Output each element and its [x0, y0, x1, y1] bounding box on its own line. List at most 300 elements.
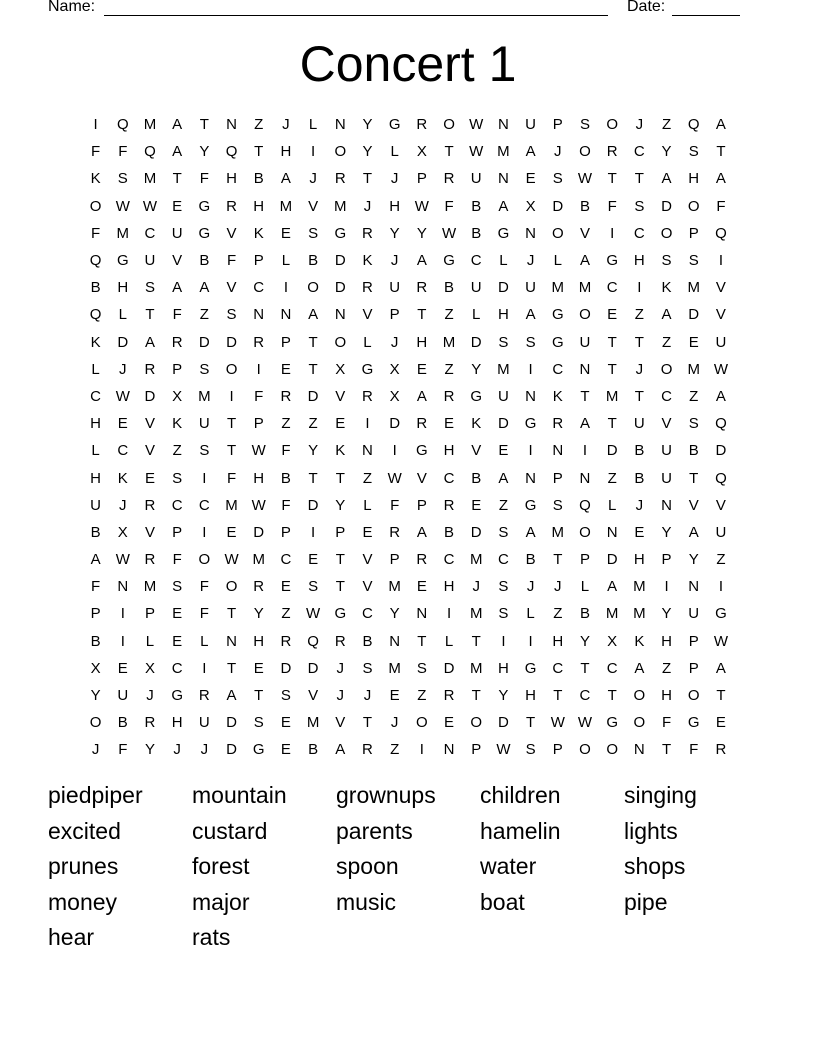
grid-letter: Z	[390, 741, 400, 759]
grid-row	[82, 220, 735, 247]
grid-letter: E	[308, 551, 319, 569]
grid-letter: O	[307, 279, 319, 297]
grid-letter: C	[497, 551, 509, 569]
grid-letter: D	[307, 659, 319, 677]
word-bank-item: lights	[624, 817, 678, 844]
grid-letter: M	[143, 578, 157, 596]
grid-letter: A	[715, 659, 726, 677]
grid-letter: K	[335, 442, 346, 460]
grid-letter: Z	[661, 333, 672, 351]
grid-letter: F	[716, 197, 726, 215]
grid-letter: F	[118, 143, 128, 161]
grid-letter: U	[470, 170, 482, 188]
grid-letter: E	[172, 605, 183, 623]
grid-letter: G	[334, 605, 347, 623]
grid-letter: W	[496, 741, 511, 759]
grid-letter: V	[362, 578, 373, 596]
grid-letter: H	[688, 170, 700, 188]
grid-letter: C	[253, 279, 265, 297]
grid-letter: I	[256, 360, 261, 378]
grid-row	[82, 329, 735, 356]
grid-letter: B	[471, 469, 482, 487]
grid-letter: I	[419, 741, 424, 759]
grid-letter: O	[334, 333, 347, 351]
grid-letter: E	[607, 306, 618, 324]
grid-letter: R	[334, 170, 346, 188]
grid-letter: R	[416, 551, 428, 569]
grid-letter: H	[389, 197, 401, 215]
grid-letter: E	[389, 687, 400, 705]
grid-letter: I	[229, 387, 234, 405]
grid-letter: M	[633, 605, 646, 623]
grid-letter: E	[471, 496, 482, 514]
grid-letter: U	[661, 469, 672, 487]
grid-letter: V	[172, 252, 183, 270]
grid-letter: T	[471, 632, 481, 650]
grid-letter: Y	[199, 143, 210, 161]
grid-letter: T	[199, 116, 209, 134]
grid-letter: C	[661, 387, 672, 405]
grid-letter: N	[389, 632, 401, 650]
grid-letter: I	[202, 469, 207, 487]
grid-letter: A	[688, 523, 699, 541]
grid-letter: C	[552, 360, 564, 378]
grid-letter: U	[715, 523, 727, 541]
word-bank-item: piedpiper	[48, 782, 143, 808]
grid-letter: X	[525, 197, 536, 215]
word-bank-item: water	[480, 853, 537, 879]
grid-letter: T	[661, 741, 672, 759]
grid-letter: N	[334, 116, 346, 134]
grid-letter: D	[226, 741, 237, 759]
grid-letter: H	[226, 170, 237, 188]
grid-letter: U	[389, 279, 401, 297]
grid-letter: A	[579, 415, 590, 433]
grid-letter: D	[280, 659, 292, 677]
grid-letter: S	[498, 605, 509, 623]
grid-letter: R	[416, 279, 428, 297]
grid-letter: H	[253, 197, 265, 215]
grid-letter: O	[416, 714, 428, 732]
grid-letter: N	[525, 469, 537, 487]
grid-letter: O	[687, 687, 700, 705]
word-bank-item: custard	[192, 817, 268, 844]
grid-letter: F	[254, 387, 264, 405]
grid-letter: E	[525, 170, 536, 188]
grid-letter: Q	[89, 252, 102, 270]
grid-letter: Z	[444, 360, 454, 378]
grid-letter: J	[336, 659, 345, 677]
name-blank-line[interactable]	[104, 15, 608, 16]
grid-letter: W	[713, 632, 728, 650]
grid-letter: T	[607, 170, 617, 188]
grid-letter: K	[90, 333, 101, 351]
word-bank-item: pipe	[624, 888, 668, 915]
grid-letter: Z	[199, 306, 209, 324]
grid-letter: J	[309, 170, 317, 188]
grid-letter: R	[253, 333, 265, 351]
grid-letter: F	[281, 496, 291, 514]
grid-letter: A	[661, 170, 672, 188]
grid-letter: A	[498, 469, 509, 487]
grid-letter: Y	[389, 224, 400, 242]
grid-letter: R	[389, 523, 401, 541]
grid-letter: I	[637, 279, 642, 297]
grid-row	[82, 111, 735, 138]
grid-letter: G	[443, 252, 455, 270]
grid-letter: A	[172, 143, 183, 161]
grid-letter: F	[91, 578, 101, 596]
grid-letter: L	[363, 333, 372, 351]
grid-letter: S	[416, 659, 427, 677]
grid-letter: V	[416, 469, 427, 487]
grid-letter: D	[226, 714, 237, 732]
grid-letter: E	[416, 360, 427, 378]
grid-letter: J	[173, 741, 181, 759]
grid-letter: E	[172, 632, 183, 650]
grid-letter: N	[334, 306, 346, 324]
grid-letter: O	[687, 197, 700, 215]
grid-letter: A	[634, 659, 645, 677]
grid-letter: D	[443, 659, 455, 677]
grid-letter: J	[146, 687, 154, 705]
date-blank-line[interactable]	[672, 15, 740, 16]
grid-letter: N	[661, 496, 672, 514]
grid-letter: H	[661, 632, 672, 650]
grid-letter: M	[388, 578, 401, 596]
grid-letter: D	[117, 333, 129, 351]
grid-letter: E	[362, 523, 373, 541]
word-bank-item: major	[192, 888, 250, 915]
grid-letter: X	[90, 659, 101, 677]
grid-letter: S	[661, 252, 672, 270]
grid-letter: B	[308, 252, 319, 270]
page-title: Concert 1	[299, 36, 517, 92]
grid-letter: J	[472, 578, 480, 596]
grid-letter: X	[416, 143, 427, 161]
word-bank-item: boat	[480, 888, 525, 915]
grid-letter: M	[469, 605, 483, 623]
grid-letter: M	[143, 116, 157, 134]
word-bank-item: excited	[48, 817, 121, 844]
grid-letter: K	[253, 224, 264, 242]
grid-letter: V	[362, 551, 373, 569]
grid-letter: F	[91, 224, 101, 242]
grid-letter: A	[715, 387, 726, 405]
grid-letter: R	[198, 687, 210, 705]
grid-letter: C	[117, 442, 129, 460]
grid-letter: D	[334, 279, 346, 297]
grid-letter: Y	[362, 116, 373, 134]
grid-letter: T	[526, 714, 536, 732]
grid-letter: F	[118, 741, 128, 759]
grid-letter: Y	[661, 143, 672, 161]
grid-letter: M	[605, 387, 619, 405]
grid-letter: W	[469, 143, 484, 161]
grid-row	[82, 193, 735, 220]
grid-letter: G	[551, 306, 564, 324]
grid-letter: F	[91, 143, 101, 161]
grid-letter: H	[171, 714, 183, 732]
grid-letter: H	[253, 632, 265, 650]
grid-letter: S	[117, 170, 128, 188]
grid-letter: I	[528, 632, 533, 650]
grid-letter: B	[471, 197, 482, 215]
grid-letter: R	[443, 687, 455, 705]
grid-letter: H	[443, 442, 455, 460]
grid-letter: J	[390, 252, 399, 270]
grid-letter: F	[226, 469, 237, 487]
grid-letter: F	[444, 197, 454, 215]
grid-letter: V	[715, 496, 726, 514]
grid-letter: J	[554, 143, 562, 161]
grid-letter: G	[171, 687, 183, 705]
grid-letter: T	[308, 360, 318, 378]
grid-letter: V	[715, 279, 726, 297]
grid-letter: C	[171, 659, 183, 677]
grid-letter: I	[528, 360, 533, 378]
grid-letter: F	[172, 551, 182, 569]
grid-letter: K	[661, 279, 672, 297]
grid-letter: T	[607, 687, 617, 705]
grid-letter: U	[715, 333, 727, 351]
grid-letter: T	[362, 714, 373, 732]
grid-letter: V	[226, 224, 237, 242]
grid-letter: Z	[308, 415, 318, 433]
grid-letter: E	[715, 714, 726, 732]
word-bank-item: grownups	[336, 782, 436, 808]
grid-letter: P	[552, 741, 563, 759]
grid-letter: N	[579, 360, 591, 378]
grid-letter: O	[660, 224, 673, 242]
grid-letter: C	[443, 551, 455, 569]
grid-letter: G	[551, 333, 564, 351]
grid-letter: E	[117, 659, 128, 677]
grid-letter: Z	[716, 551, 726, 569]
grid-letter: A	[661, 306, 672, 324]
grid-letter: R	[362, 224, 373, 242]
grid-letter: J	[390, 170, 399, 188]
grid-letter: X	[335, 360, 346, 378]
grid-letter: H	[90, 415, 102, 433]
grid-letter: A	[172, 116, 183, 134]
grid-letter: I	[202, 523, 207, 541]
grid-letter: S	[362, 659, 373, 677]
grid-letter: S	[280, 687, 291, 705]
grid-letter: X	[144, 659, 155, 677]
grid-letter: C	[606, 659, 618, 677]
grid-letter: F	[390, 496, 400, 514]
grid-letter: M	[143, 170, 157, 188]
grid-letter: M	[497, 360, 510, 378]
grid-letter: P	[552, 469, 563, 487]
grid-letter: T	[226, 415, 237, 433]
grid-letter: T	[335, 578, 345, 596]
grid-letter: U	[525, 279, 537, 297]
grid-letter: J	[91, 741, 100, 759]
grid-letter: R	[280, 387, 292, 405]
grid-letter: D	[497, 279, 509, 297]
grid-letter: W	[306, 605, 321, 623]
grid-letter: Q	[715, 415, 727, 433]
grid-letter: M	[306, 714, 320, 732]
grid-letter: I	[202, 659, 207, 677]
grid-letter: K	[362, 252, 373, 270]
grid-letter: A	[715, 170, 726, 188]
grid-letter: G	[606, 714, 618, 732]
grid-letter: V	[144, 442, 155, 460]
grid-letter: C	[90, 387, 102, 405]
grid-row	[82, 247, 735, 274]
grid-letter: H	[552, 632, 564, 650]
grid-letter: H	[416, 333, 428, 351]
grid-letter: W	[251, 496, 266, 514]
grid-letter: Q	[144, 143, 156, 161]
grid-letter: I	[120, 632, 125, 650]
grid-letter: E	[280, 360, 291, 378]
grid-letter: P	[416, 170, 427, 188]
grid-letter: E	[144, 469, 155, 487]
grid-row	[82, 138, 735, 165]
word-bank-item: children	[480, 782, 561, 808]
grid-letter: W	[142, 197, 158, 215]
grid-row	[82, 165, 735, 192]
grid-letter: B	[117, 714, 128, 732]
grid-letter: R	[443, 170, 455, 188]
grid-letter: T	[634, 387, 644, 405]
grid-letter: A	[416, 523, 427, 541]
grid-letter: W	[441, 224, 457, 242]
grid-letter: O	[660, 360, 673, 378]
grid-letter: T	[607, 360, 617, 378]
grid-letter: Z	[661, 116, 672, 134]
grid-letter: Z	[498, 496, 508, 514]
grid-letter: P	[253, 252, 264, 270]
grid-letter: U	[497, 387, 509, 405]
grid-letter: B	[525, 551, 536, 569]
grid-letter: F	[199, 170, 209, 188]
grid-letter: L	[200, 632, 209, 650]
grid-letter: U	[525, 116, 537, 134]
grid-letter: A	[90, 551, 101, 569]
grid-letter: R	[443, 496, 455, 514]
grid-letter: V	[335, 714, 346, 732]
grid-letter: N	[552, 442, 564, 460]
grid-letter: A	[525, 523, 536, 541]
grid-letter: S	[579, 116, 590, 134]
grid-letter: M	[116, 224, 130, 242]
grid-letter: D	[688, 306, 700, 324]
grid-letter: L	[444, 632, 454, 650]
grid-letter: M	[469, 659, 483, 677]
word-bank-item: hear	[48, 924, 95, 950]
grid-row	[82, 437, 735, 464]
grid-letter: A	[144, 333, 155, 351]
grid-letter: Y	[335, 496, 346, 514]
grid-letter: U	[117, 687, 129, 705]
grid-letter: Z	[689, 387, 699, 405]
grid-letter: U	[661, 442, 672, 460]
grid-letter: Y	[308, 442, 319, 460]
grid-letter: G	[416, 442, 428, 460]
grid-letter: J	[390, 714, 399, 732]
name-label: Name:	[48, 0, 96, 15]
word-bank-item: rats	[192, 924, 231, 950]
grid-letter: U	[470, 279, 482, 297]
grid-letter: C	[606, 279, 618, 297]
grid-letter: B	[444, 279, 455, 297]
grid-letter: V	[471, 442, 482, 460]
word-bank-item: mountain	[192, 782, 287, 808]
grid-letter: X	[607, 632, 618, 650]
grid-letter: H	[253, 469, 265, 487]
grid-row	[82, 274, 735, 301]
grid-letter: U	[198, 714, 210, 732]
grid-letter: R	[144, 551, 156, 569]
grid-letter: S	[144, 279, 155, 297]
grid-letter: N	[579, 469, 591, 487]
grid-letter: S	[199, 360, 210, 378]
word-bank	[48, 778, 768, 956]
grid-letter: G	[334, 224, 347, 242]
grid-letter: Y	[688, 551, 699, 569]
grid-letter: J	[526, 578, 535, 596]
grid-letter: W	[550, 714, 565, 732]
grid-letter: Y	[661, 605, 672, 623]
grid-letter: L	[472, 306, 481, 324]
grid-letter: J	[200, 741, 209, 759]
grid-row	[82, 356, 735, 383]
grid-letter: D	[606, 551, 618, 569]
grid-letter: F	[607, 197, 617, 215]
grid-letter: I	[93, 116, 98, 134]
grid-letter: L	[91, 442, 100, 460]
grid-letter: E	[280, 224, 291, 242]
grid-letter: T	[634, 170, 644, 188]
grid-letter: Q	[89, 306, 102, 324]
grid-letter: N	[688, 578, 700, 596]
grid-letter: F	[281, 442, 291, 460]
grid-letter: C	[633, 224, 645, 242]
grid-letter: W	[115, 551, 130, 569]
grid-letter: Y	[253, 605, 264, 623]
grid-letter: Z	[607, 469, 617, 487]
grid-letter: S	[688, 415, 699, 433]
grid-letter: G	[198, 224, 211, 242]
grid-letter: T	[471, 687, 481, 705]
grid-letter: T	[580, 659, 590, 677]
grid-letter: N	[443, 741, 455, 759]
grid-letter: E	[280, 741, 291, 759]
grid-letter: J	[119, 496, 127, 514]
grid-letter: E	[444, 415, 455, 433]
grid-letter: I	[283, 279, 288, 297]
grid-letter: K	[471, 415, 482, 433]
grid-letter: Q	[116, 116, 129, 134]
grid-letter: B	[579, 605, 590, 623]
grid-letter: T	[308, 469, 318, 487]
grid-letter: T	[607, 333, 617, 351]
grid-letter: H	[661, 687, 672, 705]
grid-letter: K	[90, 170, 101, 188]
grid-letter: H	[497, 659, 509, 677]
grid-letter: R	[552, 415, 564, 433]
grid-letter: Q	[715, 224, 727, 242]
grid-letter: G	[524, 659, 537, 677]
grid-letter: C	[198, 496, 210, 514]
grid-letter: T	[444, 143, 454, 161]
grid-letter: E	[688, 333, 699, 351]
